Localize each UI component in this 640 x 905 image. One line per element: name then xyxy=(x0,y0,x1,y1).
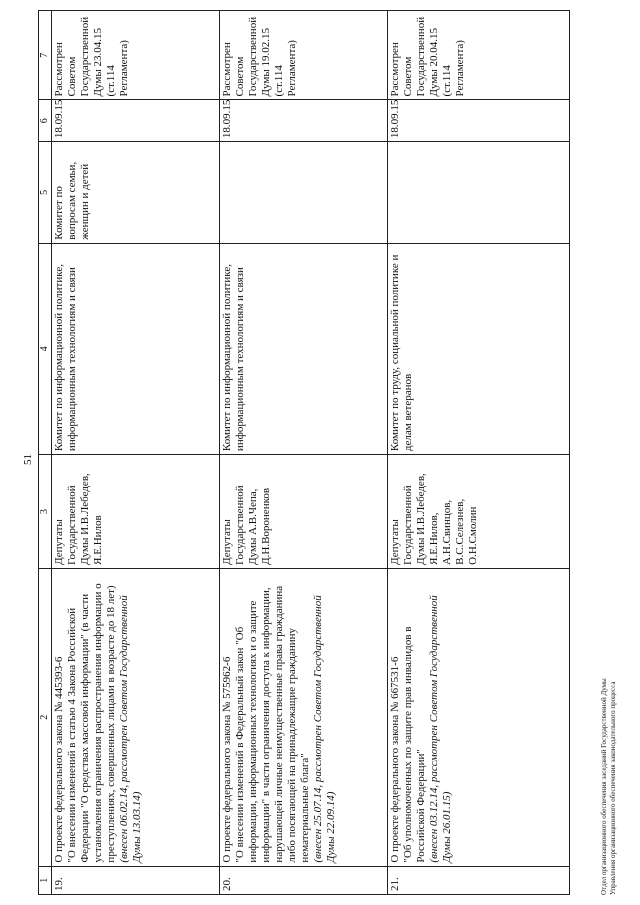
column-header: 7 xyxy=(39,11,52,100)
bill-authors: Депутаты Государственной Думы И.В.Лебедев, Я.Е.Нилов xyxy=(52,455,220,569)
co-committee xyxy=(388,142,570,244)
responsible-committee: Комитет по информационной политике, информационным технологиям и связи xyxy=(220,243,388,454)
bill-status: Рассмотрен Советом Государственной Думы 23.04.15 (ст.114 Регламента) xyxy=(52,11,220,100)
bill-text: "О внесении изменений в Федеральный закон "Об информации, информационных технологиях и о защите информации" в части ограничения доступа к информации, нарушающей личные неимущественные права гражданина либо посягающей на принадлежащие гражданину нематериальные блага" xyxy=(234,585,311,863)
bill-note: (внесен 03.12.14, рассмотрен Советом Государственной Думы 26.01.15) xyxy=(428,595,453,863)
bill-title: О проекте федерального закона № 575962-6 xyxy=(221,656,233,863)
responsible-committee: Комитет по труду, социальной политике и делам ветеранов xyxy=(388,243,570,454)
row-number: 19. xyxy=(52,866,220,894)
table-row xyxy=(388,11,570,895)
bill-description xyxy=(52,568,220,866)
footer-line: Управления организационного обеспечения законодательного процесса xyxy=(609,681,617,895)
footer-note xyxy=(600,678,618,895)
bill-note: (внесен 25.07.14, рассмотрен Советом Государственной Думы 22.09.14) xyxy=(312,595,337,863)
bill-description xyxy=(220,568,388,866)
co-committee: Комитет по вопросам семьи, женщин и детей xyxy=(52,142,220,244)
column-header: 3 xyxy=(39,455,52,569)
row-number: 21. xyxy=(388,866,570,894)
bill-authors: Депутаты Государственной Думы И.В.Лебедев, Я.Е.Нилов, А.Н.Свинцов, В.С.Селезнев, О.Н.Смолин xyxy=(388,455,570,569)
co-committee xyxy=(220,142,388,244)
bill-description xyxy=(388,568,570,866)
bill-title: О проекте федерального закона № 445393-6 xyxy=(53,656,65,863)
bill-status: Рассмотрен Советом Государственной Думы 20.04.15 (ст.114 Регламента) xyxy=(388,11,570,100)
header-row xyxy=(39,11,52,895)
bill-status: Рассмотрен Советом Государственной Думы 19.02.15 (ст.114 Регламента) xyxy=(220,11,388,100)
column-header: 4 xyxy=(39,243,52,454)
table-row xyxy=(52,11,220,895)
bill-text: "Об уполномоченных по защите прав инвалидов в Российской Федерации" xyxy=(402,626,427,863)
bill-note: (внесен 06.02.14, рассмотрен Советом Государственной Думы 13.03.14) xyxy=(118,595,143,863)
bill-date: 18.09.15 xyxy=(388,100,570,142)
responsible-committee: Комитет по информационной политике, информационным технологиям и связи xyxy=(52,243,220,454)
column-header: 1 xyxy=(39,866,52,894)
table-row xyxy=(220,11,388,895)
footer-line: Отдел организационного обеспечения заседаний Государственной Думы xyxy=(600,678,608,895)
row-number: 20. xyxy=(220,866,388,894)
bills-table xyxy=(38,10,570,895)
column-header: 6 xyxy=(39,100,52,142)
column-header: 5 xyxy=(39,142,52,244)
bill-text: "О внесении изменений в статью 4 Закона Российской Федерации "О средствах массовой информации" (в части установления ограничения распространения информации о преступлениях, совершенных лицами в возрасте до 18 лет) xyxy=(66,583,117,863)
column-header: 2 xyxy=(39,568,52,866)
bill-date: 18.09.15 xyxy=(220,100,388,142)
page-number: 51 xyxy=(22,454,34,465)
bill-title: О проекте федерального закона № 667531-6 xyxy=(389,656,401,863)
bill-authors: Депутаты Государственной Думы А.В.Чепа, Д.Н.Вороненков xyxy=(220,455,388,569)
bill-date: 18.09.15 xyxy=(52,100,220,142)
